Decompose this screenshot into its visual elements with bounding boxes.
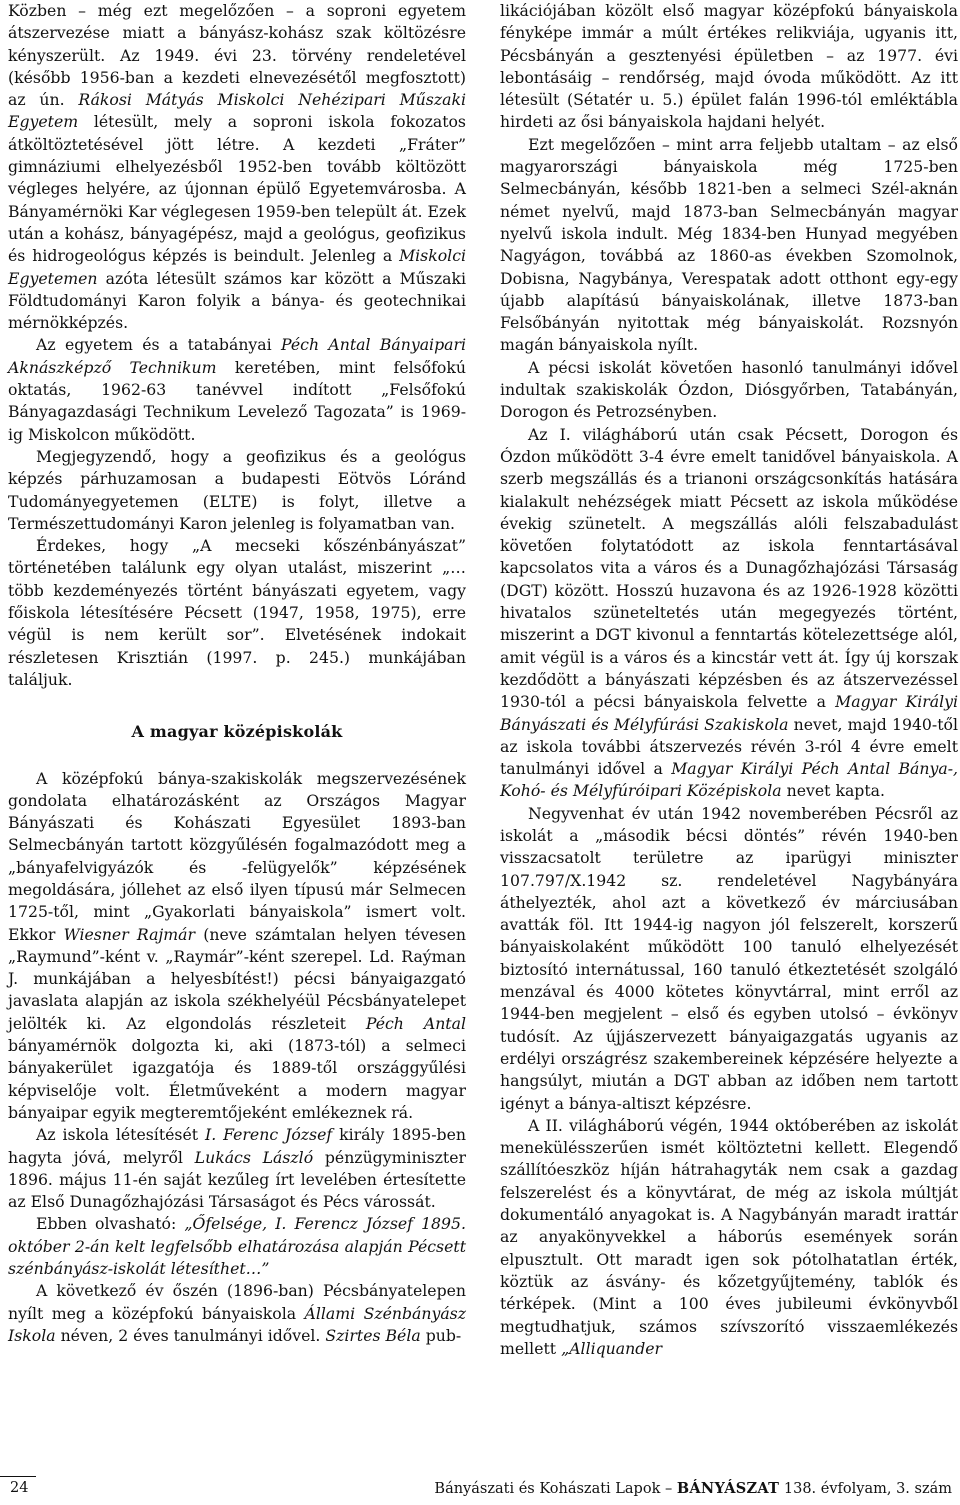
paragraph: Az egyetem és a tatabányai Péch Antal Bányaipari Aknászképző Technikum keretében, mint felsőfokú oktatás, 1962-63 tanévvel indított „Felsőfokú Bányagazdasági Technikum Levelező Tagozata” is 1969-ig Miskolcon működött.: [8, 335, 466, 444]
paragraph: A középfokú bánya-szakiskolák megszervezésének gondolata elhatározásként az Országos Magyar Bányászati és Kohászati Egyesület 1893-ban Selmecbányán tartott közgyűlésén fogalmazódott meg a „bányafelvigyázók és -felügyelők” képzésének megoldására, jóllehet az első ilyen típusú már Selmecen 1725-től, mint „Gyakorlati bányaiskola” ismert volt. Ekkor Wiesner Rajmár (neve számtalan helyen tévesen „Raymund”-ként v. „Raymár”-ként szerepel. Ld. Raýman J. munkájában a helyesbítést!) pécsi bányaigazgató javaslata alapján az iskola székhelyéül Pécsbányatelepet jelölték ki. Az elgondolás részleteit Péch Antal bányamérnök dolgozta ki, aki (1873-tól) a selmeci bányakerület igazgatója és 1889-től országgyűlési képviselője volt. Életműveként a modern magyar bányaipar egyik megteremtőjeként emlékeznek rá.: [8, 768, 466, 1122]
paragraph: A II. világháború végén, 1944 októberében az iskolát menekülésszerűen ismét költöztetni kellett. Elegendő szállítóeszköz híján hátrahagyták nem csak a gazdag felszerelést és a könyvtárat, de még az iskola múltját dokumentáló anyagokat is. A Nagybányán maradt irattár az anyakönyvekkel a háborús események során elpusztult. Ott maradt igen sok pótolhatatlan érték, köztük az ásvány- és kőzetgyűjtemény, tablók és térképek. (Mint a 100 éves jubileumi évkönyvből megtudhatjuk, számos szívszorító visszaemlékezés mellett „Alliquander: [500, 1115, 958, 1358]
page-number: 24: [10, 1480, 29, 1496]
section-heading: A magyar középiskolák: [131, 722, 343, 742]
paragraph: Az I. világháború után csak Pécsett, Dorogon és Ózdon működött 3-4 évre emelt tanidővel bányaiskola. A szerb megszállás és a trianoni országcsonkítás hatására kialakult nehézségek miatt Pécsett az iskola működése évekig szünetelt. A megszállás alóli felszabadulást követően folytatódott az iskola fenntartásával kapcsolatos vita a város és a Dunagőzhajózási Társaság (DGT) között. Hosszú huzavona és az 1926-1928 közötti hivatalos szüneteltetés után megegyezés történt, miszerint a DGT kivonul a fenntartás kötelezettsége alól, amit végül is a város és a kincstár vett át. Így új korszak kezdődött a bányászati képzésben és az átszervezéssel 1930-tól a pécsi bányaiskola felvette a Magyar Királyi Bányászati és Mélyfúrási Szakiskola nevet, majd 1940-től az iskola további átszervezés révén 3-ról 4 évre emelt tanulmányi idővel a Magyar Királyi Péch Antal Bánya-, Kohó- és Mélyfúróipari Középiskola nevet kapta.: [500, 424, 958, 801]
paragraph: likációjában közölt első magyar középfokú bányaiskola fényképe immár a múlt értékes relikviája, ugyanis itt, Pécsbányán a gesztenyési épületben – az 1977. évi lebontásáig – rendőrség, majd óvoda működött. Az itt létesült (Sétatér u. 5.) épület falán 1996-tól emléktábla hirdeti az ősi bányaiskola hajdani helyét.: [500, 1, 958, 132]
paragraph: A következő év őszén (1896-ban) Pécsbányatelepen nyílt meg a középfokú bányaiskola Állami Szénbányász Iskola néven, 2 éves tanulmányi idővel. Szirtes Béla pub-: [8, 1281, 466, 1345]
paragraph: Negyvenhat év után 1942 novemberében Pécsről az iskolát a „második bécsi döntés” révén 1940-ben visszacsatolt területre az iparügyi miniszter 107.797/X.1942 sz. rendeletével Nagybányára áthelyezték, ahol azt a következő év márciusában avatták föl. Itt 1944-ig nagyon jól felszerelt, korszerű bányaiskolaként működött 100 tanuló elhelyezését biztosító internátussal, 160 tanuló étkeztetését szolgáló menzával és 4000 kötetes könyvtárral, mint erről az 1944-ben megjelent – első és egyben utolsó – évkönyv tudósít. Az újjászervezett bányaigazgatás ugyanis az erdélyi országrész szakembereinek képzésére helyezte a hangsúlyt, miután a DGT abban az időben nem tartott igényt a bánya-altiszt képzésre.: [500, 803, 958, 1113]
right-column: [500, 0, 958, 1360]
paragraph: Ezt megelőzően – mint arra feljebb utaltam – az első magyarországi bányaiskola még 1725-ben Selmecbányán, később 1821-ben a selmeci Szél-aknán német nyelvű, majd 1873-ban Selmecbányán magyar nyelvű iskola indult. Még 1834-ben Hunyad megyében Nagyágon, továbbá az 1860-as években Szomolnok, Dobisna, Nagybánya, Verespatak adott otthont egy-egy újabb alapítású bányaiskolának, illetve 1873-ban Felsőbányán nyitottak még bányaiskolát. Rozsnyón magán bányaiskola nyílt.: [500, 134, 958, 355]
paragraph: Ebben olvasható: „Őfelsége, I. Ferencz József 1895. október 2-án kelt legfelsőbb elhatározása alapján Pécsett szénbányász-iskolát létesíthet…”: [8, 1214, 466, 1279]
paragraph: A pécsi iskolát követően hasonló tanulmányi idővel indultak szakiskolák Ózdon, Diósgyőrben, Tatabányán, Dorogon és Petrozsényben.: [500, 357, 958, 422]
paragraph: Érdekes, hogy „A mecseki kőszénbányászat” történetében találunk egy olyan utalást, miszerint „…több kezdeményezés történt bányászati egyetem, vagy főiskola létesítésére Pécsett (1947, 1958, 1975), erre végül is nem került sor”. Elvetésének indokait részletesen Krisztián (1997. p. 245.) munkájában találjuk.: [8, 536, 466, 689]
left-column: [8, 0, 466, 1347]
paragraph: Közben – még ezt megelőzően – a soproni egyetem átszervezése miatt a bányász-kohász szak költözésre kényszerült. Az 1949. évi 23. törvény rendeletével (később 1956-ban a kezdeti elnevezésétől megfosztott) az ún. Rákosi Mátyás Miskolci Nehézipari Műszaki Egyetem létesült, mely a soproni iskola fokozatos átköltöztetésével jött létre. A kezdeti „Fráter” gimnáziumi elhelyezésből 1952-ben tovább költözött végleges helyére, az újonnan épülő Egyetemvárosba. A Bányamérnöki Kar véglegesen 1959-ben települt át. Ezek után a kohász, bányagépész, majd a geológus, geofizikus és hidrogeológus képzés is beindult. Jelenleg a Miskolci Egyetemen azóta létesült számos kar között a Műszaki Földtudományi Karon folyik a bánya- és geotechnikai mérnökképzés.: [8, 1, 466, 333]
page-footer: [0, 1476, 960, 1500]
paragraph: Az iskola létesítését I. Ferenc József király 1895-ben hagyta jóvá, melyről Lukács László pénzügyminiszter 1896. május 11-én saját kezűleg írt levelében értesítette az Első Dunagőzhajózási Társaságot és Pécs várossát.: [8, 1125, 466, 1212]
journal-info: Bányászati és Kohászati Lapok – BÁNYÁSZAT 138. évfolyam, 3. szám: [434, 1480, 952, 1497]
paragraph: Megjegyzendő, hogy a geofizikus és a geológus képzés párhuzamosan a budapesti Eötvös Lóránd Tudományegyetemen (ELTE) is folyt, illetve a Természettudományi Karon jelenleg is folyamatban van.: [8, 446, 466, 533]
footer-rule: [0, 1476, 36, 1477]
